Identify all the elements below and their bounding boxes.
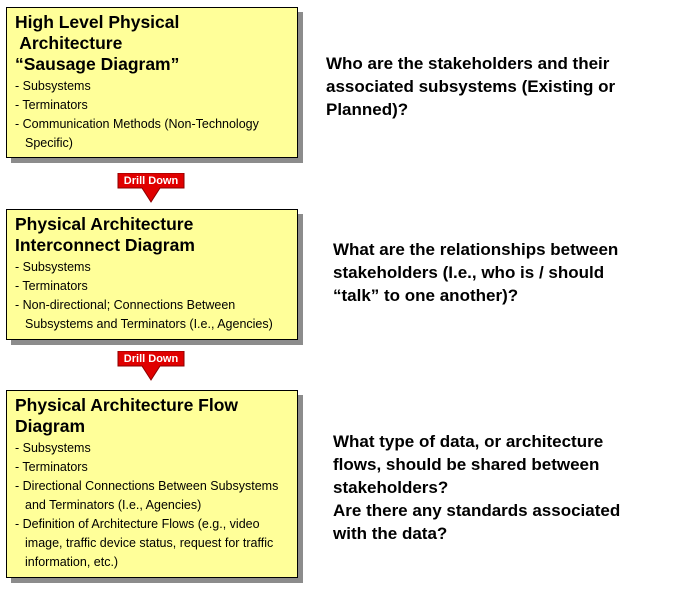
list-item: - Terminators xyxy=(15,458,291,477)
interconnect-diagram-box xyxy=(6,209,298,340)
question-text: What are the relationships between stakeholders (I.e., who is / should “talk” to one another)? xyxy=(333,240,619,305)
box-title: Physical Architecture Flow Diagram xyxy=(15,395,239,436)
box-item-list xyxy=(15,258,291,334)
list-item: - Directional Connections Between Subsystems and Terminators (I.e., Agencies) xyxy=(15,477,291,515)
list-item: - Subsystems xyxy=(15,258,291,277)
drill-down-arrow xyxy=(116,351,186,381)
question-text: Who are the stakeholders and their associated subsystems (Existing or Planned)? xyxy=(326,54,616,119)
box-item-list xyxy=(15,77,291,153)
list-item: - Communication Methods (Non-Technology Specific) xyxy=(15,115,291,153)
drill-down-arrow xyxy=(116,173,186,203)
flow-diagram-box xyxy=(6,390,298,578)
list-item: - Subsystems xyxy=(15,439,291,458)
list-item: - Definition of Architecture Flows (e.g., video image, traffic device status, request for traffic information, etc.) xyxy=(15,515,291,572)
drill-down-label: Drill Down xyxy=(123,175,179,187)
drill-down-label: Drill Down xyxy=(123,353,179,365)
box-title: Physical Architecture Interconnect Diagram xyxy=(15,214,195,255)
list-item: - Terminators xyxy=(15,96,291,115)
box-title: High Level Physical Architecture “Sausage Diagram” xyxy=(15,12,180,74)
list-item: - Subsystems xyxy=(15,77,291,96)
question-text: What type of data, or architecture flows, should be shared between stakeholders? Are there any standards associated with the data? xyxy=(333,432,621,543)
list-item: - Terminators xyxy=(15,277,291,296)
list-item: - Non-directional; Connections Between Subsystems and Terminators (I.e., Agencies) xyxy=(15,296,291,334)
box-item-list xyxy=(15,439,291,572)
sausage-diagram-box xyxy=(6,7,298,158)
